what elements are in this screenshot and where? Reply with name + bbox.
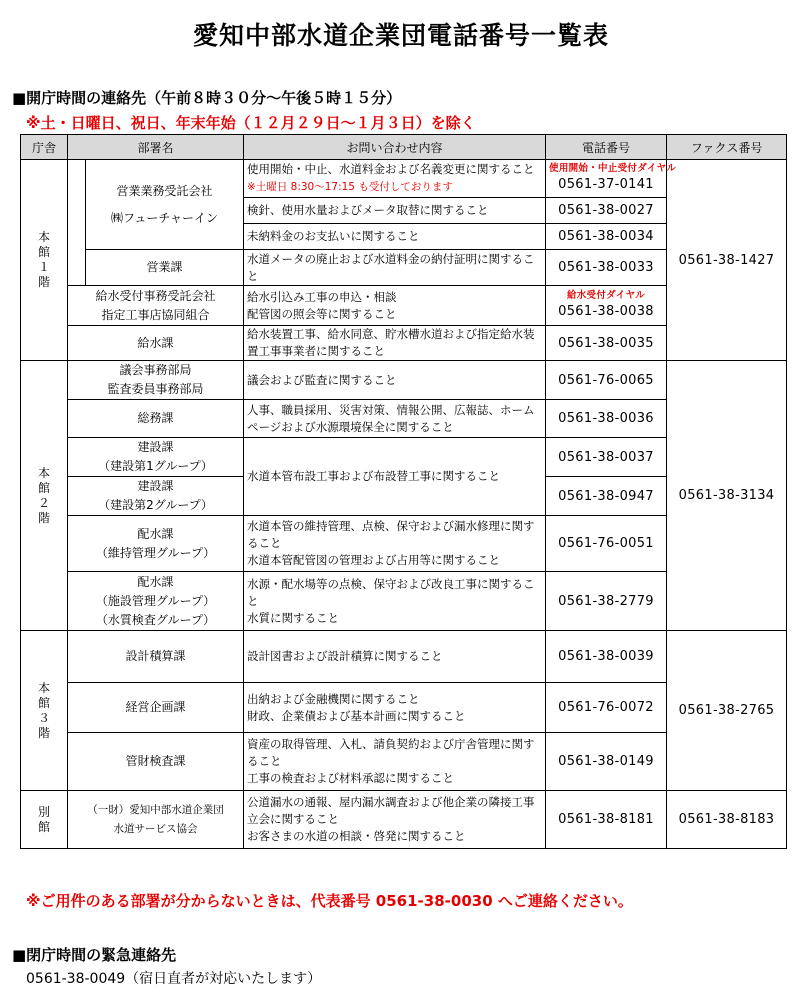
dept-kyusui-itaku: 給水受付事務受託会社 指定工事店協同組合 — [68, 286, 244, 326]
inquiry-cell: 使用開始・中止、水道料金および名義変更に関すること ※土曜日 8:30～17:15 も受付しております — [244, 160, 546, 198]
phone-directory-table — [20, 134, 787, 849]
tel-cell: 0561-38-0037 — [546, 438, 667, 477]
dept-gikai: 議会事務部局 監査委員事務部局 — [68, 361, 244, 400]
tel-cell: 0561-76-0072 — [546, 683, 667, 733]
inquiry-cell: 水道本管布設工事および布設替工事に関すること — [244, 438, 546, 516]
tel-cell: 0561-76-0051 — [546, 516, 667, 572]
tel-cell: 0561-38-0149 — [546, 733, 667, 791]
table-header-row — [21, 135, 787, 160]
dept-haisui-shisetsu: 配水課 （施設管理グループ） （水質検査グループ） — [68, 572, 244, 631]
inquiry-cell: 水道本管の維持管理、点検、保守および漏水修理に関すること 水道本管配管図の管理および占用等に関すること — [244, 516, 546, 572]
header-building: 庁舎 — [21, 135, 68, 160]
inquiry-cell: 出納および金融機関に関すること 財政、企業債および基本計画に関すること — [244, 683, 546, 733]
open-hours-heading: ■開庁時間の連絡先（午前８時３０分～午後５時１５分） — [12, 89, 402, 107]
header-tel: 電話番号 — [546, 135, 667, 160]
inquiry-cell: 公道漏水の通報、屋内漏水調査および他企業の隣接工事立会に関すること お客さまの水道の相談・啓発に関すること — [244, 791, 546, 849]
tel-cell: 0561-38-0027 — [546, 198, 667, 224]
building-main-3f: 本館３階 — [21, 631, 68, 791]
dept-haisui-iji: 配水課 （維持管理グループ） — [68, 516, 244, 572]
dept-annex-service: （一財）愛知中部水道企業団 水道サービス協会 — [68, 791, 244, 849]
tel-cell: 0561-38-0947 — [546, 477, 667, 516]
inquiry-cell: 設計図書および設計積算に関すること — [244, 631, 546, 683]
fax-main-1f: 0561-38-1427 — [667, 160, 787, 361]
inquiry-cell: 議会および監査に関すること — [244, 361, 546, 400]
dept-keiei: 経営企画課 — [68, 683, 244, 733]
fax-annex: 0561-38-8183 — [667, 791, 787, 849]
table-row — [21, 631, 787, 683]
table-row — [21, 791, 787, 849]
inquiry-cell: 未納料金のお支払いに関すること — [244, 224, 546, 250]
dept-sekkei: 設計積算課 — [68, 631, 244, 683]
building-main-2f: 本館２階 — [21, 361, 68, 631]
inquiry-cell: 人事、職員採用、災害対策、情報公開、広報誌、ホームページおよび水源環境保全に関すること — [244, 400, 546, 438]
dept-kyusui: 給水課 — [68, 326, 244, 361]
table-row — [21, 160, 787, 198]
after-hours-contact: 0561-38-0049（宿日直者が対応いたします） — [26, 971, 322, 987]
table-row — [21, 361, 787, 400]
inquiry-cell: 給水引込み工事の申込・相談 配管図の照会等に関すること — [244, 286, 546, 326]
header-fax: ファクス番号 — [667, 135, 787, 160]
dept-eigyo: 営業課 — [86, 250, 244, 286]
closed-days-note: ※土・日曜日、祝日、年末年始（１２月２９日～１月３日）を除く — [26, 114, 476, 132]
fax-main-3f: 0561-38-2765 — [667, 631, 787, 791]
inquiry-cell: 検針、使用水量およびメータ取替に関すること — [244, 198, 546, 224]
tel-cell: 0561-38-0034 — [546, 224, 667, 250]
dept-kensetsu-2: 建設課 （建設第2グループ） — [68, 477, 244, 516]
inquiry-cell: 資産の取得管理、入札、請負契約および庁舎管理に関すること 工事の検査および材料承認に関すること — [244, 733, 546, 791]
header-department: 部署名 — [68, 135, 244, 160]
dept-kanzai: 管財検査課 — [68, 733, 244, 791]
fax-main-2f: 0561-38-3134 — [667, 361, 787, 631]
building-annex: 別館 — [21, 791, 68, 849]
tel-cell: 使用開始・中止受付ダイヤル 0561-37-0141 — [546, 160, 667, 198]
dept-somu: 総務課 — [68, 400, 244, 438]
inquiry-cell: 給水装置工事、給水同意、貯水槽水道および指定給水装置工事事業者に関すること — [244, 326, 546, 361]
dept-kensetsu-1: 建設課 （建設第1グループ） — [68, 438, 244, 477]
dept-eigyo-itaku: 営業業務受託会社 ㈱フューチャーイン — [86, 160, 244, 250]
building-main-1f: 本館１階 — [21, 160, 68, 361]
tel-cell: 0561-38-0035 — [546, 326, 667, 361]
page-title: 愛知中部水道企業団電話番号一覧表 — [192, 21, 609, 50]
header-inquiry: お問い合わせ内容 — [244, 135, 546, 160]
tel-cell: 0561-38-8181 — [546, 791, 667, 849]
tel-cell: 0561-38-0039 — [546, 631, 667, 683]
tel-cell: 0561-38-2779 — [546, 572, 667, 631]
tel-cell: 0561-38-0036 — [546, 400, 667, 438]
inquiry-cell: 水源・配水場等の点検、保守および改良工事に関すること 水質に関すること — [244, 572, 546, 631]
tel-cell: 給水受付ダイヤル 0561-38-0038 — [546, 286, 667, 326]
tel-cell: 0561-38-0033 — [546, 250, 667, 286]
tel-cell: 0561-76-0065 — [546, 361, 667, 400]
main-number-note: ※ご用件のある部署が分からないときは、代表番号 0561-38-0030 へご連絡ください。 — [26, 892, 633, 910]
after-hours-heading: ■閉庁時間の緊急連絡先 — [12, 946, 177, 964]
inquiry-cell: 水道メータの廃止および水道料金の納付証明に関すること — [244, 250, 546, 286]
